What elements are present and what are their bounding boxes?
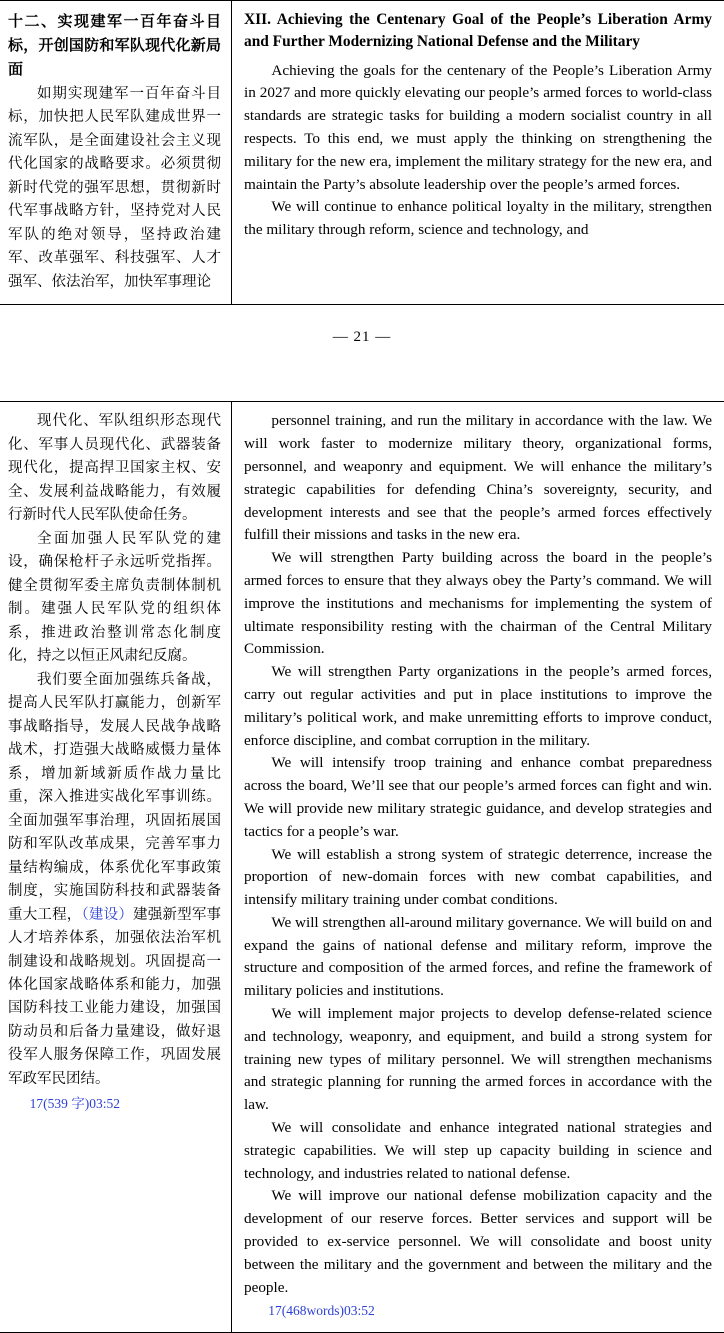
english-paragraph: personnel training, and run the military in accordance with the law. We will work faster to modernize military theory, organizational forms, personnel, and weaponry and equipment. We will enhance the military’s strategic capabilities for defending China’s sovereignty, security, and development interests and see that the people’s armed forces effectively fulfill their missions and tasks in the new era. <box>244 412 712 544</box>
english-paragraph: We will consolidate and enhance integrated national strategies and strategic capabilities. We will step up capacity building in science and technology, and industries related to national defense. <box>244 1119 712 1182</box>
chinese-section-heading: 十二、实现建军一百年奋斗目标，开创国防和军队现代化新局面 <box>8 12 221 78</box>
chinese-paragraph: 全面加强人民军队党的建设，确保枪杆子永远听党指挥。健全贯彻军委主席负责制体制机制。建强人民军队党的组织体系，推进政治整训常态化制度化，持之以恒正风肃纪反腐。 <box>8 530 221 665</box>
english-paragraph: Achieving the goals for the centenary of the People’s Liberation Army in 2027 and more quickly elevating our people’s armed forces to world-class standards are strategic tasks for building a modern socialist country in all respects. To this end, we must apply the thinking on strengthening the military for the new era, implement the military strategy for the new era, and maintain the Party’s absolute leadership over the people’s armed forces. <box>244 61 712 193</box>
chinese-paragraph: 现代化、军队组织形态现代化、军事人员现代化、武器装备现代化，提高捍卫国家主权、安全、发展利益战略能力，有效履行新时代人民军队使命任务。 <box>8 413 221 524</box>
english-paragraph: We will implement major projects to develop defense-related science and technology, weaponry, and equipment, and build a strong system for training new types of military personnel. We will strengthen mechanisms and strategic planning for running the armed forces in accordance with the law. <box>244 1005 712 1114</box>
bilingual-block-bottom <box>0 401 724 1332</box>
english-word-count-badge: 17(468words)03:52 <box>268 1303 375 1319</box>
chinese-paragraph: 如期实现建军一百年奋斗目标，加快把人民军队建成世界一流军队，是全面建设社会主义现代化国家的战略要求。必须贯彻新时代党的强军思想，贯彻新时代军事战略方针，坚持党对人民军队的绝对领导，坚持政治建军、改革强军、科技强军、人才强军、依法治军，加快军事理论 <box>8 86 221 290</box>
chinese-paragraph-with-edit-marker <box>8 669 221 1092</box>
english-paragraph: We will establish a strong system of strategic deterrence, increase the proportion of new-domain forces with new combat capabilities, and intensify military training under combat conditions. <box>244 845 712 909</box>
english-column-top <box>232 1 724 304</box>
english-paragraph: We will strengthen Party building across the board in the people’s armed forces to ensure that they always obey the Party’s command. We will improve the institutions and mechanisms for implementing the system of ultimate responsibility resting with the chairman of the Central Military Commission. <box>244 549 712 658</box>
page-number <box>0 305 724 369</box>
chinese-paragraph-part-before: 我们要全面加强练兵备战，提高人民军队打赢能力，创新军事战略指导，发展人民战争战略战术，打造强大战略威慑力量体系，增加新域新质作战力量比重，深入推进实战化军事训练。全面加强军事治理，巩固拓展国防和军队改革成果，完善军事力量结构编成，体系优化军事政策制度，实施国防科技和武器装备重大工程， <box>8 671 221 923</box>
page-number-label: — 21 — <box>332 328 392 345</box>
bilingual-block-top <box>0 0 724 305</box>
chinese-paragraph-part-after: 建强新型军事人才培养体系，加强依法治军机制建设和战略规划。巩固提高一体化国家战略体系和能力，加强国防科技工业能力建设，加强国防动员和后备力量建设，做好退役军人服务保障工作，巩固发展军政军民团结。 <box>8 906 222 1087</box>
edit-marker: （建设） <box>81 906 134 923</box>
english-column-bottom <box>232 402 724 1331</box>
english-paragraph: We will strengthen Party organizations in the people’s armed forces, carry out regular activities and put in place institutions to improve the military’s political work, and make unremitting efforts to improve conduct, enforce discipline, and combat corruption in the military. <box>244 663 712 749</box>
english-paragraph: We will improve our national defense mobilization capacity and the development of our reserve forces. Better services and support will be provided to ex-service personnel. We will consolidate and boost unity between the military and the government and between the military and the people. <box>244 1187 712 1296</box>
english-paragraph: We will strengthen all-around military governance. We will build on and expand the gains of national defense and military reform, improve the structure and composition of the armed forces, and refine the framework of military policies and institutions. <box>244 913 712 1000</box>
english-section-heading: XII. Achieving the Centenary Goal of the People’s Liberation Army and Further Modernizing National Defense and the Military <box>244 11 712 51</box>
chinese-column-top <box>0 1 232 304</box>
page-break-gap <box>0 369 724 401</box>
chinese-word-count-badge: 17(539 字)03:52 <box>29 1096 120 1112</box>
chinese-column-bottom <box>0 402 232 1331</box>
english-paragraph: We will continue to enhance political loyalty in the military, strengthen the military through reform, science and technology, and <box>244 198 712 239</box>
english-paragraph: We will intensify troop training and enhance combat preparedness across the board, We’ll see that our people’s armed forces can fight and win. We will provide new military strategic guidance, and develop strategies and tactics for a people’s war. <box>244 754 712 840</box>
